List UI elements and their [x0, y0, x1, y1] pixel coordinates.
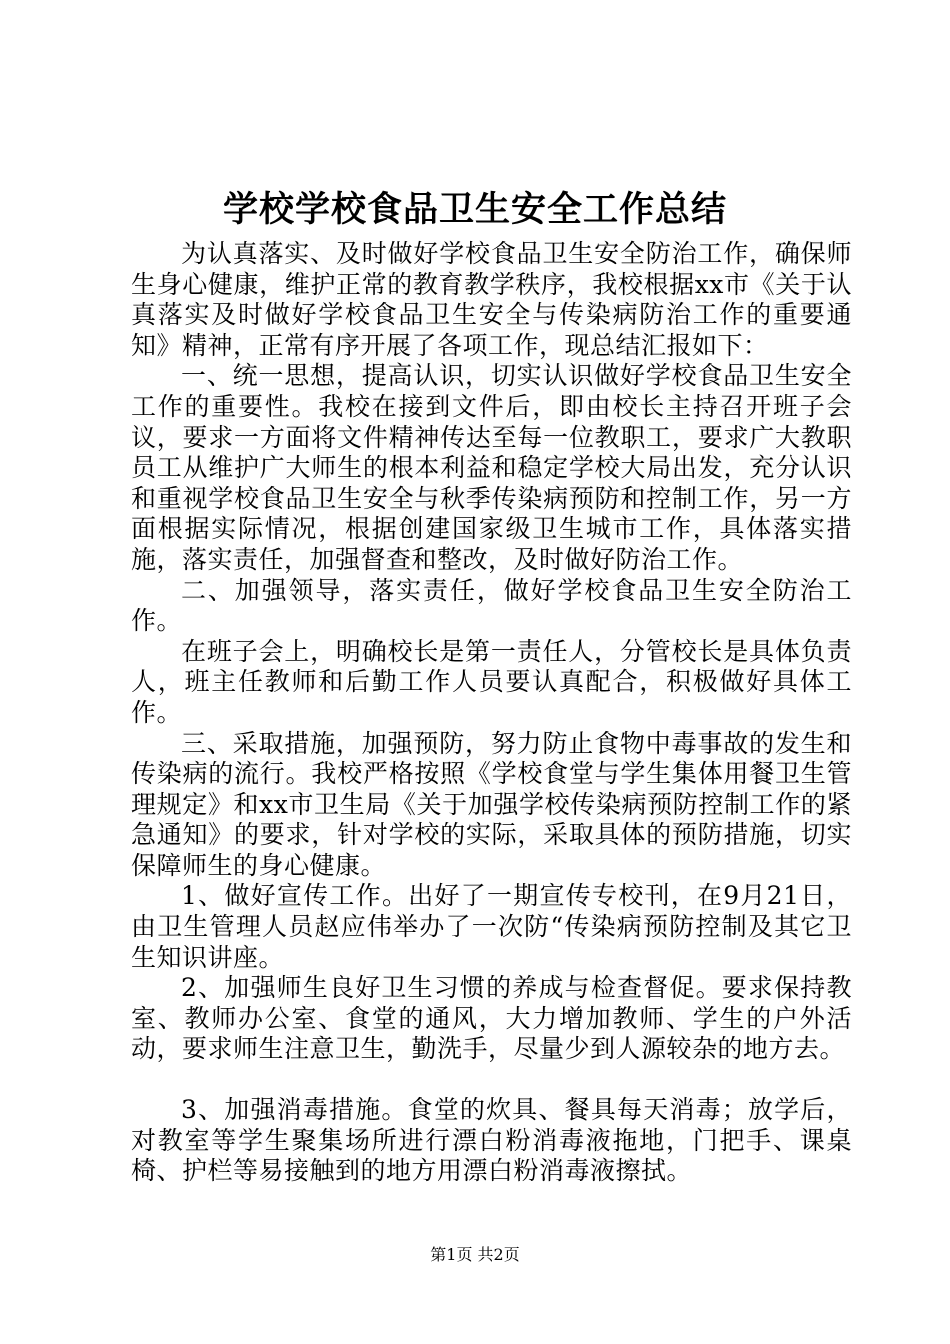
paragraph-section-3: 三、采取措施，加强预防，努力防止食物中毒事故的发生和传染病的流行。我校严格按照《学校食堂与学生集体用餐卫生管理规定》和xx市卫生局《关于加强学校传染病预防控制工作的紧急通知》的要求，针对学校的实际，采取具体的预防措施，切实保障师生的身心健康。: [131, 728, 852, 880]
document-body: [131, 239, 852, 1187]
paragraph-item-3: 3、加强消毒措施。食堂的炊具、餐具每天消毒；放学后，对教室等学生聚集场所进行漂白粉消毒液拖地，门把手、课桌椅、护栏等易接触到的地方用漂白粉消毒液擦拭。: [131, 1095, 852, 1186]
document-title: 学校学校食品卫生安全工作总结: [222, 189, 727, 230]
paragraph-responsibility: 在班子会上，明确校长是第一责任人，分管校长是具体负责人，班主任教师和后勤工作人员要认真配合，积极做好具体工作。: [131, 636, 852, 727]
paragraph-item-1: 1、做好宣传工作。出好了一期宣传专校刊，在9月21日，由卫生管理人员赵应伟举办了一次防“传染病预防控制及其它卫生知识讲座。: [131, 881, 852, 972]
page-footer: 第1页 共2页: [430, 1245, 520, 1264]
paragraph-intro: 为认真落实、及时做好学校食品卫生安全防治工作，确保师生身心健康，维护正常的教育教学秩序，我校根据xx市《关于认真落实及时做好学校食品卫生安全与传染病防治工作的重要通知》精神，正常有序开展了各项工作，现总结汇报如下：: [131, 239, 852, 360]
paragraph-section-2: 二、加强领导，落实责任，做好学校食品卫生安全防治工作。: [131, 575, 852, 636]
paragraph-section-1: 一、统一思想，提高认识，切实认识做好学校食品卫生安全工作的重要性。我校在接到文件后，即由校长主持召开班子会议，要求一方面将文件精神传达至每一位教职工，要求广大教职员工从维护广大师生的根本利益和稳定学校大局出发，充分认识和重视学校食品卫生安全与秋季传染病预防和控制工作，另一方面根据实际情况，根据创建国家级卫生城市工作，具体落实措施，落实责任，加强督查和整改，及时做好防治工作。: [131, 361, 852, 574]
paragraph-item-2: 2、加强师生良好卫生习惯的养成与检查督促。要求保持教室、教师办公室、食堂的通风，大力增加教师、学生的户外活动，要求师生注意卫生，勤洗手，尽量少到人源较杂的地方去。: [131, 973, 852, 1064]
